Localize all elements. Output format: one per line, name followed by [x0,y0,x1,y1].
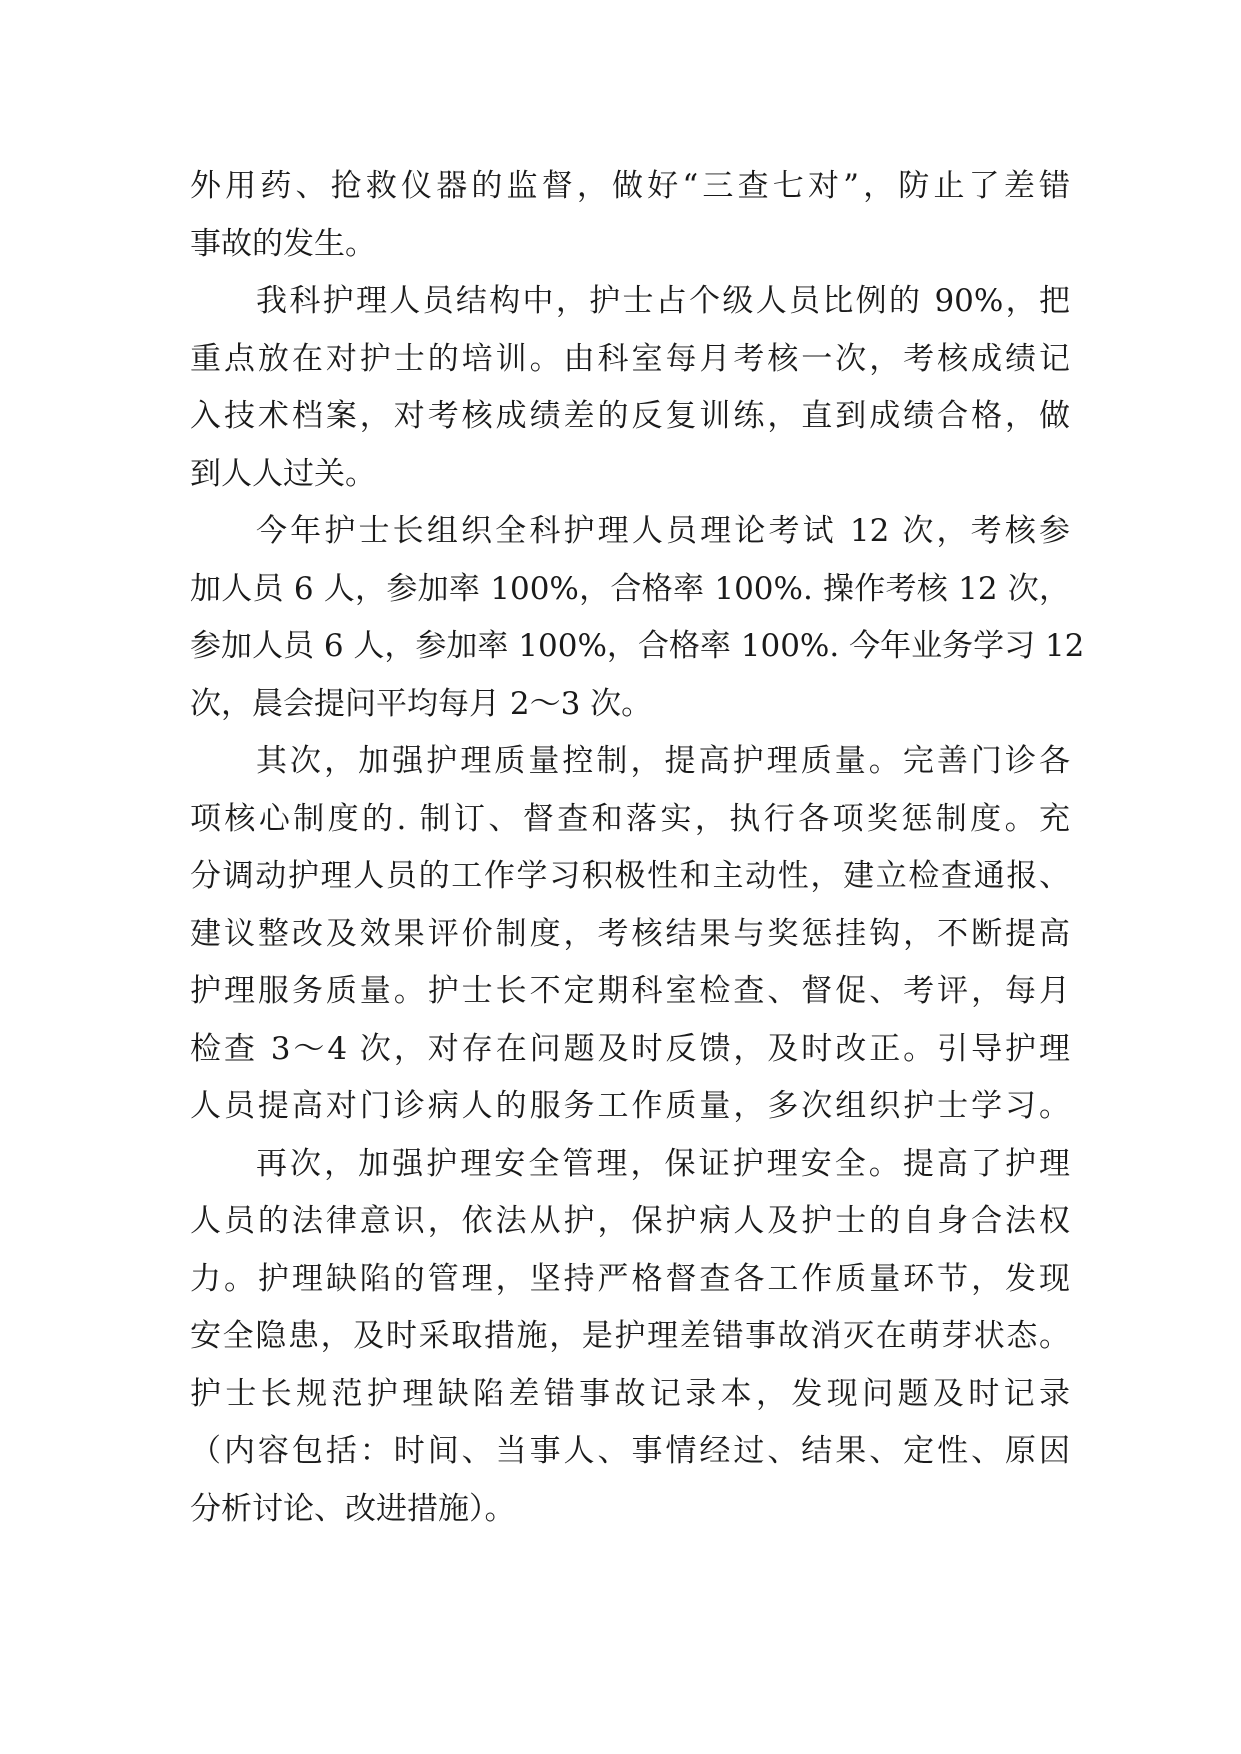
text-line: 护理服务质量。护士长不定期科室检查、督促、考评，每月 [190,973,1070,1009]
paragraph [190,1136,1070,1539]
text-line: 次，晨会提问平均每月 2～3 次。 [190,685,653,722]
text-line: 参加人员 6 人，参加率 100%，合格率 100%. 今年业务学习 12 [190,628,1085,664]
text-line: （内容包括：时间、当事人、事情经过、结果、定性、原因 [190,1433,1070,1469]
text-line: 到人人过关。 [190,455,376,492]
text-line: 外用药、抢救仪器的监督，做好“三查七对”，防止了差错 [190,168,1070,204]
text-line: 建议整改及效果评价制度，考核结果与奖惩挂钩，不断提高 [190,915,1070,952]
paragraph [190,273,1070,503]
text-line: 力。护理缺陷的管理，坚持严格督查各工作质量环节，发现 [190,1260,1070,1297]
text-line: 入技术档案，对考核成绩差的反复训练，直到成绩合格，做 [190,398,1070,434]
text-line: 加人员 6 人，参加率 100%，合格率 100%. 操作考核 12 次， [190,570,1070,607]
text-line: 安全隐患，及时采取措施，是护理差错事故消灭在萌芽状态。 [190,1318,1070,1354]
paragraph [190,503,1085,733]
text-line: 重点放在对护士的培训。由科室每月考核一次，考核成绩记 [190,340,1070,377]
text-line: 再次，加强护理安全管理，保证护理安全。提高了护理 [256,1145,1070,1182]
text-line: 分析讨论、改进措施）。 [190,1490,516,1527]
text-line: 检查 3～4 次，对存在问题及时反馈，及时改正。引导护理 [190,1030,1070,1067]
paragraph [190,158,1070,273]
text-line: 护士长规范护理缺陷差错事故记录本，发现问题及时记录 [190,1375,1070,1412]
text-line: 事故的发生。 [190,225,376,262]
document-body [190,158,1085,1538]
paragraph [190,733,1070,1136]
text-line: 人员的法律意识，依法从护，保护病人及护士的自身合法权 [190,1203,1070,1239]
text-line: 其次，加强护理质量控制，提高护理质量。完善门诊各 [256,743,1070,779]
text-line: 项核心制度的. 制订、督查和落实，执行各项奖惩制度。充 [190,800,1070,837]
text-line: 分调动护理人员的工作学习积极性和主动性，建立检查通报、 [190,858,1070,894]
text-line: 今年护士长组织全科护理人员理论考试 12 次，考核参 [256,513,1070,549]
text-line: 人员提高对门诊病人的服务工作质量，多次组织护士学习。 [190,1088,1070,1124]
text-line: 我科护理人员结构中，护士占个级人员比例的 90%，把 [256,283,1070,319]
